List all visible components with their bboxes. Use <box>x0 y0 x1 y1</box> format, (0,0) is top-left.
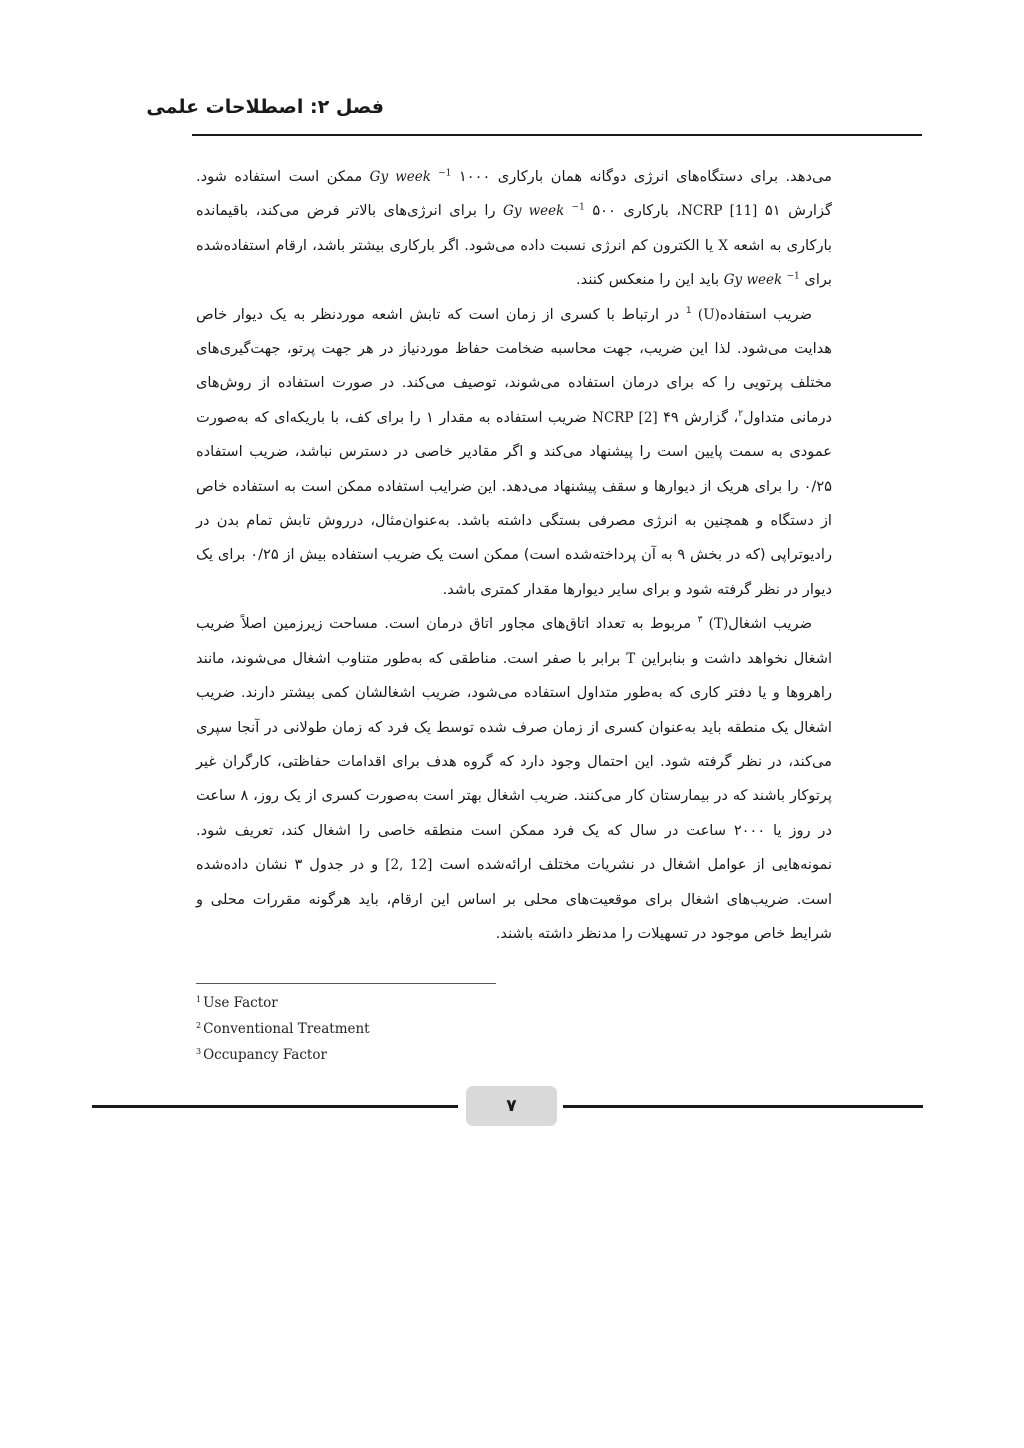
paragraph-use-factor: ضریب استفاده$^1$ (U) در ارتباط با کسری از زمان است که تابش اشعه موردنظر به یک دیوار خاص هدایت می‌شود. لذا این ضریب، جهت محاسبه ضخامت حفاظ موردنیاز در هر جهت پرتو، جهت‌گیری‌های مختلف پرتویی را که برای درمان استفاده می‌شوند، توصیف می‌کند. در صورت استفاده از روش‌های درمانی متداول$^۲$، گزارش ۴۹ NCRP [2] ضریب استفاده به مقدار ۱ را برای کف، با باریکه‌ای که به‌صورت عمودی به سمت پایین است را پیشنهاد می‌کند و اگر مقادیر خاصی در دسترس نباشد، ضریب استفاده ۰/۲۵ را برای هریک از دیوارها و سقف پیشنهاد می‌دهد. این ضرایب استفاده ممکن است به استفاده خاص از دستگاه و همچنین به انرژی مصرفی بستگی داشته باشد. به‌عنوان‌مثال، درروش تابش تمام بدن در رادیوتراپی (که در بخش ۹ به آن پرداخته‌شده است) ممکن است یک ضریب استفاده بیش از ۰/۲۵ برای یک دیوار در نظر گرفته شود و برای سایر دیوارها مقدار کمتری باشد. <box>196 305 833 598</box>
chapter-title: فصل ۲: اصطلاحات علمی <box>146 96 384 118</box>
header-rule <box>192 134 922 136</box>
footnote-3: $^3$ Occupancy Factor <box>196 1046 327 1063</box>
footnotes <box>196 990 370 1068</box>
page-number: ۷ <box>466 1086 557 1126</box>
paragraph-occupancy-factor: ضریب اشغال$^۳$ (T) مربوط به تعداد اتاق‌های مجاور اتاق درمان است. مساحت زیرزمین اصلاً ضریب اشغال نخواهد داشت و بنابراین T برابر با صفر است. مناطقی که به‌طور متناوب اشغال می‌شوند، مانند راهروها و یا دفتر کاری که به‌طور متداول استفاده می‌شود، ضریب اشغالشان کمی بیشتر دارند. ضریب اشغال یک منطقه باید به‌عنوان کسری از زمان صرف شده توسط یک فرد که زمان طولانی در آنجا سپری می‌کند، در نظر گرفته شود. این احتمال وجود دارد که گروه هدف برای اقدامات حفاظتی، کارگران غیر پرتوکار باشند که در بیمارستان کار می‌کنند. ضریب اشغال بهتر است به‌صورت کسری از یک روز، ۸ ساعت در روز یا ۲۰۰۰ ساعت در سال که یک فرد ممکن است منطقه خاصی را اشغال کند، تعریف شود. نمونه‌هایی از عوامل اشغال در نشریات مختلف ارائه‌شده است [2, 12] و در جدول ۳ نشان داده‌شده است. ضریب‌های اشغال برای موقعیت‌های محلی بر اساس این ارقام، باید هرگونه مقررات محلی و شرایط خاص موجود در تسهیلات را مدنظر داشته باشند. <box>196 615 833 942</box>
footer-rule-right <box>563 1105 923 1108</box>
paragraph-workload: می‌دهد. برای دستگاه‌های انرژی دوگانه همان بارکاری Gy week $^{-1}$ ۱۰۰۰ ممکن است استفاده شود. گزارش ۵۱ NCRP [11]، بارکاری Gy week $^{-1}$ ۵۰۰ را برای انرژی‌های بالاتر فرض می‌کند، باقیمانده بارکاری به اشعه X یا الکترون کم انرژی نسبت داده می‌شود. اگر بارکاری بیشتر باشد، ارقام استفاده‌شده برای Gy week $^{-1}$ باید این را منعکس کنند. <box>196 168 832 289</box>
body-text <box>196 160 832 951</box>
footnote-1: $^1$ Use Factor <box>196 994 278 1011</box>
footer-rule-left <box>92 1105 458 1108</box>
footnote-2: $^2$ Conventional Treatment <box>196 1020 370 1037</box>
footnote-rule <box>196 983 496 984</box>
